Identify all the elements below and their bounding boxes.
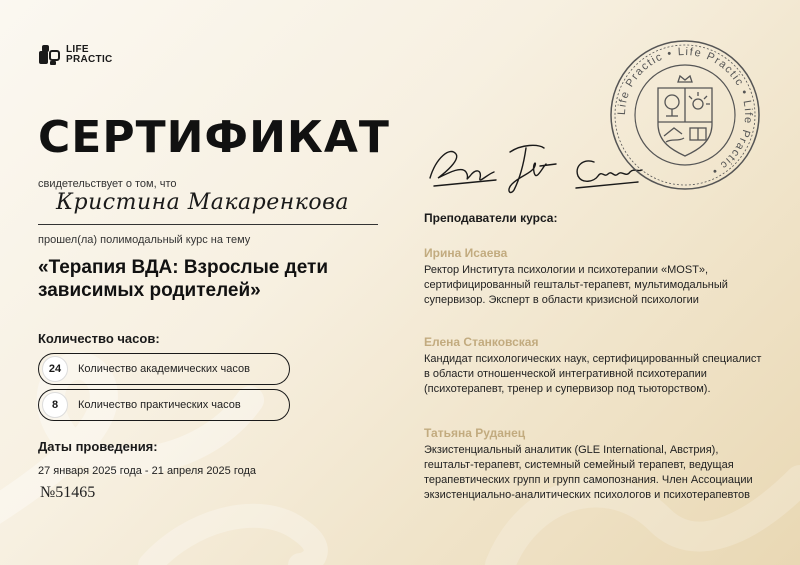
logo: [38, 44, 113, 66]
recipient-name: Кристина Макаренкова: [56, 190, 350, 215]
hours-practical-label: Количество практических часов: [78, 399, 241, 411]
dates-range: 27 января 2025 года - 21 апреля 2025 года: [38, 465, 257, 477]
signature-2: [509, 145, 556, 192]
logo-line-2: PRACTIC: [66, 54, 113, 65]
teacher-1-name: Ирина Исаева: [424, 246, 508, 260]
life-practic-logo-icon: [38, 44, 60, 66]
course-title: «Терапия ВДА: Взрослые дети зависимых родителей»: [38, 257, 329, 301]
seal-text: Life Practic • Life Practic • Life Practic •: [615, 45, 755, 178]
logo-line-1: LIFE: [66, 44, 89, 55]
teachers-title: Преподаватели курса:: [424, 211, 558, 225]
teacher-1-description: Ректор Института психологии и психотерапии «MOST», сертифицированный гештальт-терапевт, мультимодальный супервизор. Эксперт в области кризисной психологии: [424, 264, 728, 306]
hours-practical-count: 8: [42, 392, 68, 418]
witness-text: свидетельствует о том, что: [38, 178, 177, 190]
hours-academic-count: 24: [42, 356, 68, 382]
name-underline: [38, 224, 378, 225]
teacher-3-name: Татьяна Руданец: [424, 426, 526, 440]
teacher-1: [424, 246, 769, 308]
certificate-title: СЕРТИФИКАТ: [38, 112, 390, 163]
hours-practical: [38, 389, 290, 421]
teacher-3: [424, 426, 769, 503]
logo-text: [66, 45, 113, 65]
teacher-2: [424, 335, 769, 397]
hours-title: Количество часов:: [38, 331, 160, 346]
hours-academic-label: Количество академических часов: [78, 363, 250, 375]
dates-title: Даты проведения:: [38, 439, 158, 454]
hours-academic: [38, 353, 290, 385]
teacher-2-name: Елена Станковская: [424, 335, 539, 349]
teacher-3-description: Экзистенциальный аналитик (GLE International, Австрия), гештальт-терапевт, системный семейный терапевт, ведущая терапевтических групп и групп самопознания. Член Ассоциации экзистенциально-аналитических психологов и психотерапевтов: [424, 444, 753, 501]
certificate-number: №51465: [40, 484, 96, 501]
life-practic-seal: [608, 38, 762, 192]
teacher-2-description: Кандидат психологических наук, сертифицированный специалист в области отношенческой интегративной психотерапии (психотерапевт, тренер и супервизор под тьюторством).: [424, 353, 762, 395]
passed-text: прошел(ла) полимодальный курс на тему: [38, 234, 251, 246]
signature-1: [430, 151, 496, 186]
